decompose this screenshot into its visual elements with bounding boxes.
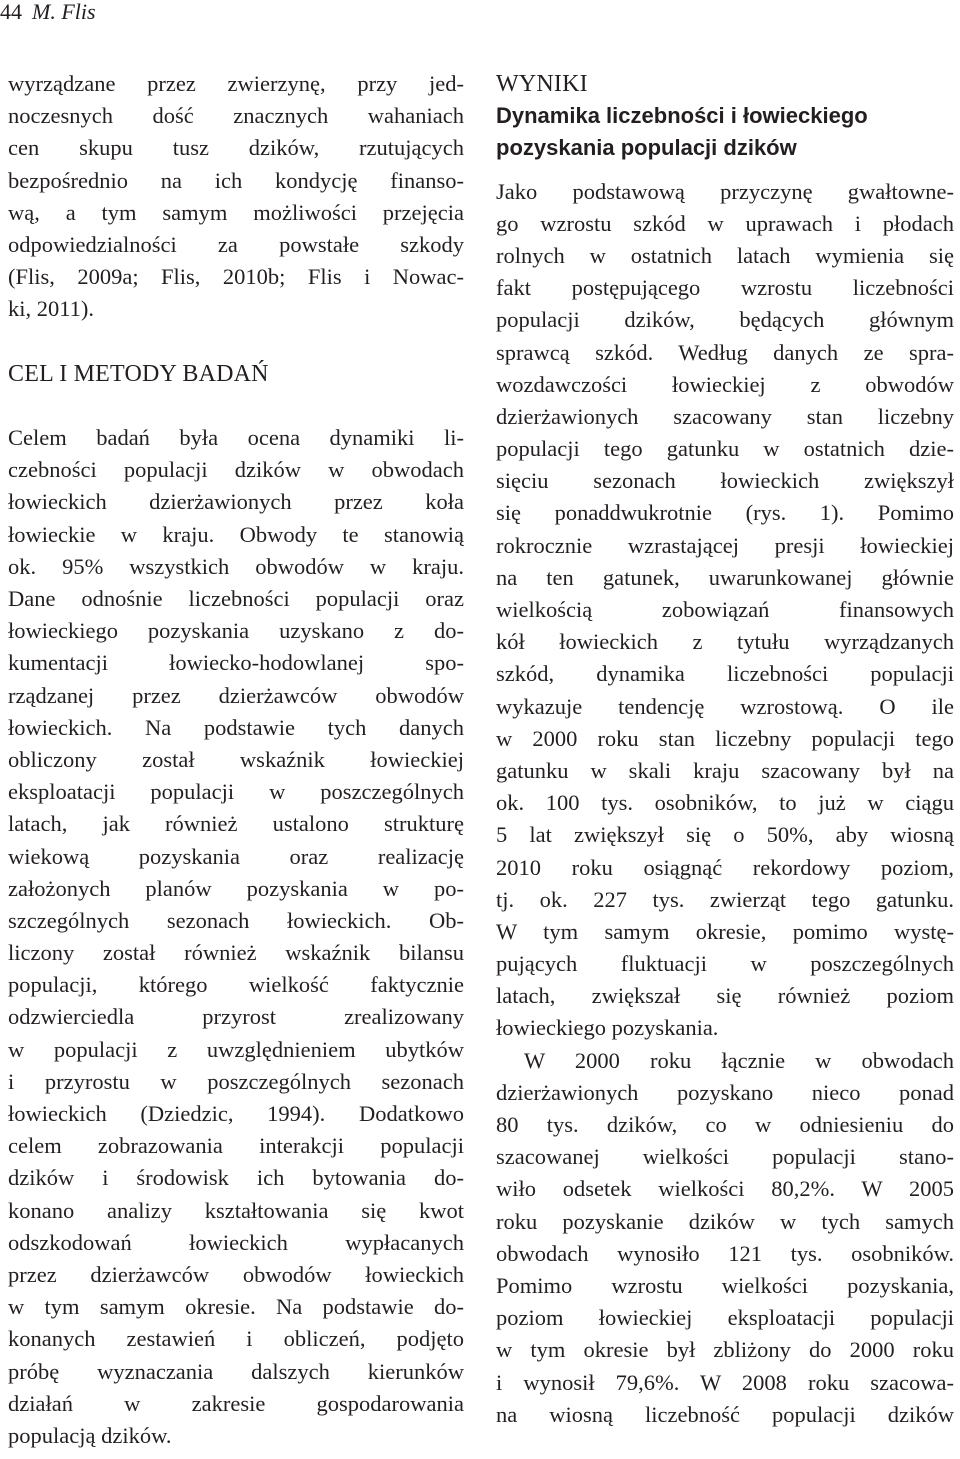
text-line: szczególnych sezonach łowieckich. Ob-: [8, 907, 464, 933]
text-line: poziom łowieckiej eksploatacji populacji: [496, 1305, 954, 1331]
text-line: w tym okresie był zbliżony do 2000 roku: [496, 1337, 954, 1363]
text-line: szacowanej wielkości populacji stano-: [496, 1144, 954, 1170]
text-line: na ten gatunek, uwarunkowanej głównie: [496, 564, 954, 590]
text-line: konano analizy kształtowania się kwot: [8, 1197, 464, 1223]
text-line: wiekową pozyskania oraz realizację: [8, 843, 464, 869]
spacer: [496, 165, 954, 176]
text-line: i wynosił 79,6%. W 2008 roku szacowa-: [496, 1369, 954, 1395]
text-line: odpowiedzialności za powstałe szkody: [8, 231, 464, 257]
intro-paragraph: [8, 68, 464, 326]
text-line: w populacji z uwzględnieniem ubytków: [8, 1036, 464, 1062]
text-line: sięciu sezonach łowieckich zwiększył: [496, 468, 954, 494]
text-line: populacją dzików.: [8, 1422, 172, 1448]
text-line: 80 tys. dzików, co w odniesieniu do: [496, 1112, 954, 1137]
text-line: konanych zestawień i obliczeń, podjęto: [8, 1326, 464, 1352]
text-line: odszkodowań łowieckich wypłacanych: [8, 1229, 464, 1255]
text-line: populacji tego gatunku w ostatnich dzie-: [496, 436, 954, 462]
text-line: wykazuje tendencję wzrostową. O ile: [496, 693, 954, 719]
text-line: Jako podstawową przyczynę gwałtowne-: [496, 178, 954, 204]
text-line: liczony został również wskaźnik bilansu: [8, 940, 464, 966]
spacer: [8, 326, 464, 358]
text-line: 5 lat zwiększył się o 50%, aby wiosną: [496, 822, 954, 848]
text-line: wiło odsetek wielkości 80,2%. W 2005: [496, 1176, 954, 1202]
text-line: go wzrostu szkód w uprawach i płodach: [496, 210, 954, 236]
right-column: [496, 68, 954, 1431]
text-line: na wiosną liczebność populacji dzików: [496, 1401, 954, 1427]
text-line: tj. ok. 227 tys. zwierząt tego gatunku.: [496, 886, 954, 912]
text-line: latach, zwiększał się również poziom: [496, 983, 954, 1009]
text-line: ok. 95% wszystkich obwodów w kraju.: [8, 553, 464, 579]
text-line: kumentacji łowiecko-hodowlanej spo-: [8, 650, 464, 676]
methods-paragraph: [8, 422, 464, 1452]
text-line: Dane odnośnie liczebności populacji oraz: [8, 586, 464, 611]
section-heading-methods: CEL I METODY BADAŃ: [8, 360, 269, 387]
text-line: wielkością zobowiązań finansowych: [496, 597, 954, 622]
results-subheading: [496, 100, 954, 164]
text-line: rządzanej przez dzierżawców obwodów: [8, 682, 464, 708]
section-heading-results: WYNIKI: [496, 71, 588, 97]
text-line: Celem badań była ocena dynamiki li-: [8, 425, 464, 451]
text-line: dzierżawionych szacowany stan liczebny: [496, 403, 954, 429]
text-line: pozyskania populacji dzików: [496, 135, 797, 161]
text-line: obwodach wynosiło 121 tys. osobników.: [496, 1240, 954, 1266]
running-head: [0, 0, 96, 24]
text-line: Dynamika liczebności i łowieckiego: [496, 103, 868, 129]
page-number: 44: [0, 0, 22, 24]
text-line: założonych planów pozyskania w po-: [8, 875, 464, 901]
text-line: rolnych w ostatnich latach wymienia się: [496, 242, 954, 268]
text-line: populacji, którego wielkość faktycznie: [8, 972, 464, 998]
text-line: 2010 roku osiągnąć rekordowy poziom,: [496, 854, 954, 880]
text-line: czebności populacji dzików w obwodach: [8, 457, 464, 483]
text-line: łowieckie w kraju. Obwody te stanowią: [8, 521, 464, 547]
text-line: roku pozyskanie dzików w tych samych: [496, 1208, 954, 1234]
text-line: bezpośrednio na ich kondycję finanso-: [8, 167, 464, 193]
text-line: łowieckich. Na podstawie tych danych: [8, 714, 464, 740]
text-line: celem zobrazowania interakcji populacji: [8, 1133, 464, 1159]
results-paragraph-2: [496, 1045, 954, 1431]
text-line: W 2000 roku łącznie w obwodach: [524, 1047, 954, 1073]
text-line: ki, 2011).: [8, 296, 95, 322]
left-column: [8, 68, 464, 1452]
text-line: populacji dzików, będących głównym: [496, 307, 954, 333]
text-line: łowieckiego pozyskania.: [496, 1015, 719, 1041]
spacer: [8, 390, 464, 422]
text-line: pujących fluktuacji w poszczególnych: [496, 951, 954, 977]
text-line: cen skupu tusz dzików, rzutujących: [8, 135, 464, 161]
text-line: sprawcą szkód. Według danych ze spra-: [496, 339, 954, 365]
text-line: łowieckich dzierżawionych przez koła: [8, 489, 464, 515]
text-line: eksploatacji populacji w poszczególnych: [8, 779, 464, 805]
text-line: przez dzierżawców obwodów łowieckich: [8, 1261, 464, 1287]
text-line: dzierżawionych pozyskano nieco ponad: [496, 1079, 954, 1105]
text-line: dzików i środowisk ich bytowania do-: [8, 1165, 464, 1191]
text-line: gatunku w skali kraju szacowany był na: [496, 757, 954, 783]
text-line: w tym samym okresie. Na podstawie do-: [8, 1294, 464, 1320]
text-line: obliczony został wskaźnik łowieckiej: [8, 746, 464, 772]
text-line: w 2000 roku stan liczebny populacji tego: [496, 725, 954, 751]
text-line: próbę wyznaczania dalszych kierunków: [8, 1358, 464, 1384]
text-line: W tym samym okresie, pomimo wystę-: [496, 918, 954, 944]
text-line: wozdawczości łowieckiej z obwodów: [496, 371, 954, 397]
text-line: odzwierciedla przyrost zrealizowany: [8, 1004, 464, 1030]
text-line: wyrządzane przez zwierzynę, przy jed-: [8, 71, 464, 96]
text-line: kół łowieckich z tytułu wyrządzanych: [496, 629, 954, 655]
results-paragraph-1: [496, 176, 954, 1045]
text-line: łowieckich (Dziedzic, 1994). Dodatkowo: [8, 1101, 464, 1126]
text-line: rokrocznie wzrastającej presji łowieckiej: [496, 532, 954, 558]
text-line: ok. 100 tys. osobników, to już w ciągu: [496, 790, 954, 816]
text-line: latach, jak również ustalono strukturę: [8, 811, 464, 837]
text-line: działań w zakresie gospodarowania: [8, 1390, 464, 1416]
text-line: szkód, dynamika liczebności populacji: [496, 661, 954, 687]
text-line: noczesnych dość znacznych wahaniach: [8, 103, 464, 129]
text-line: fakt postępującego wzrostu liczebności: [496, 275, 954, 301]
running-head-author: M. Flis: [32, 0, 96, 24]
text-line: Pomimo wzrostu wielkości pozyskania,: [496, 1272, 954, 1298]
text-line: wą, a tym samym możliwości przejęcia: [8, 199, 464, 225]
text-line: i przyrostu w poszczególnych sezonach: [8, 1068, 464, 1094]
text-line: się ponaddwukrotnie (rys. 1). Pomimo: [496, 500, 954, 526]
text-line: (Flis, 2009a; Flis, 2010b; Flis i Nowac-: [8, 264, 464, 290]
text-line: łowieckiego pozyskania uzyskano z do-: [8, 618, 464, 644]
